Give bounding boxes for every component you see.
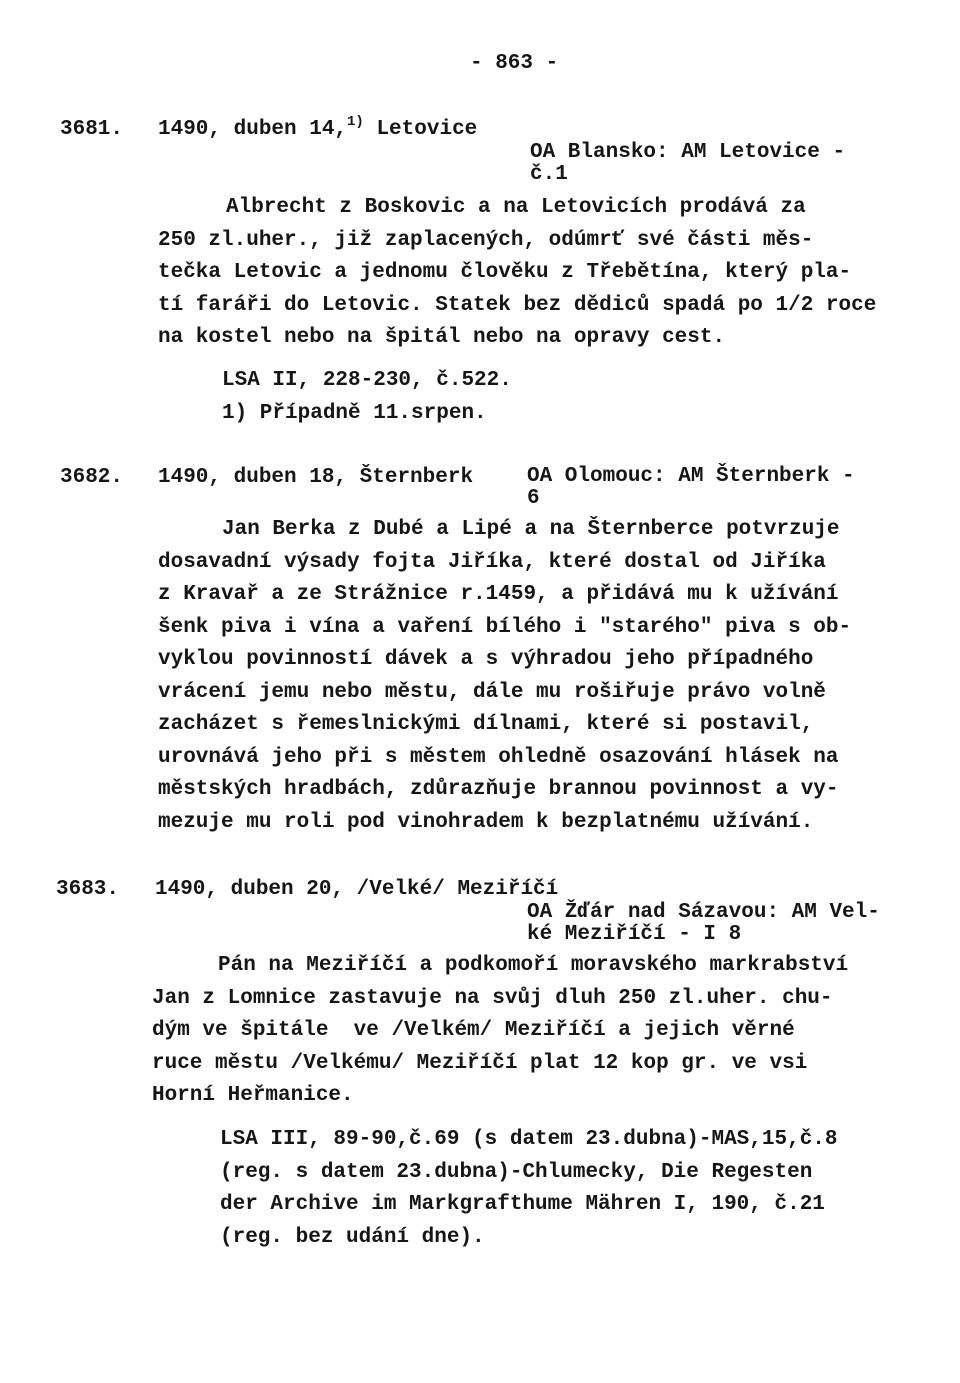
archive-reference [530,142,845,186]
text-line: vyklou povinností dávek a s výhradou jeho případného [158,648,814,671]
text-line: tečka Letovic a jednomu člověku z Třebětína, který pla- [158,261,852,284]
text-line: vrácení jemu nebo městu, dále mu rošiřuje právo volně [158,680,826,704]
note-line: 1) Případně 11.srpen. [222,401,487,425]
entry-date [158,114,478,141]
archive-line: OA Olomouc: AM Šternberk - [527,465,855,488]
note-line: (reg. s datem 23.dubna)-Chlumecky, Die Regesten [220,1160,813,1184]
note-line: LSA II, 228-230, č.522. [222,369,512,392]
text-line: Horní Heřmanice. [152,1084,354,1107]
archive-line: OA Žďár nad Sázavou: AM Vel- [527,901,880,924]
entry-date: 1490, duben 18, Šternberk [158,466,474,489]
archive-line: OA Blansko: AM Letovice - [530,141,846,164]
archive-reference [527,466,855,510]
text-line: městských hradbách, zdůrazňuje brannou povinnost a vy- [158,778,839,801]
entry-date-text: 1490, duben 14, [158,118,348,141]
note-line: (reg. bez udání dne). [220,1225,485,1249]
text-line: dosavadní výsady fojta Jiříka, které dostal od Jiříka [158,550,826,574]
archive-line: ké Meziříčí - I 8 [527,923,742,946]
source-note [220,1124,838,1254]
text-line: na kostel nebo na špitál nebo na opravy cest. [158,326,726,349]
page-number: - 863 - [470,52,559,75]
archive-line: 6 [527,487,540,510]
entry-date: 1490, duben 20, /Velké/ Meziříčí [155,878,559,901]
text-line: Albrecht z Boskovic a na Letovicích prodává za [226,196,806,219]
archive-line: č.1 [530,163,568,186]
note-line: der Archive im Markgrafthume Mähren I, 190, č.21 [220,1193,825,1216]
entry-number: 3682. [60,466,124,489]
entry-text [158,192,918,355]
entry-number: 3681. [60,118,124,141]
entry-text [158,514,918,839]
text-line: z Kravař a ze Strážnice r.1459, a přidává mu k užívání [158,583,839,606]
text-line: ruce městu /Velkému/ Meziříčí plat 12 kop gr. ve vsi [152,1051,808,1075]
text-line: urovnává jeho při s městem ohledně osazování hlásek na [158,745,839,769]
entry-place: Letovice [376,118,478,141]
text-line: Pán na Meziříčí a podkomoří moravského markrabství [218,954,849,977]
text-line: Jan Berka z Dubé a Lipé a na Šternberce potvrzuje [222,518,840,541]
footnote-marker: 1) [347,114,364,130]
text-line: 250 zl.uher., již zaplacených, odúmrť své části měs- [158,228,814,252]
text-line: tí faráři do Letovic. Statek bez dědiců spadá po 1/2 roce [158,293,877,317]
text-line: zacházet s řemeslnickými dílnami, které si postavil, [158,713,814,736]
text-line: mezuje mu roli pod vinohradem k bezplatnému užívání. [158,810,814,834]
archive-reference [527,902,880,946]
source-note [222,365,512,430]
text-line: dým ve špitále ve /Velkém/ Meziříčí a jejich věrné [152,1019,795,1042]
entry-text [152,950,912,1113]
text-line: Jan z Lomnice zastavuje na svůj dluh 250 zl.uher. chu- [152,986,833,1010]
entry-number: 3683. [56,878,120,901]
note-line: LSA III, 89-90,č.69 (s datem 23.dubna)-MAS,15,č.8 [220,1128,838,1151]
text-line: šenk piva i vína a vaření bílého i "starého" piva s ob- [158,615,852,639]
